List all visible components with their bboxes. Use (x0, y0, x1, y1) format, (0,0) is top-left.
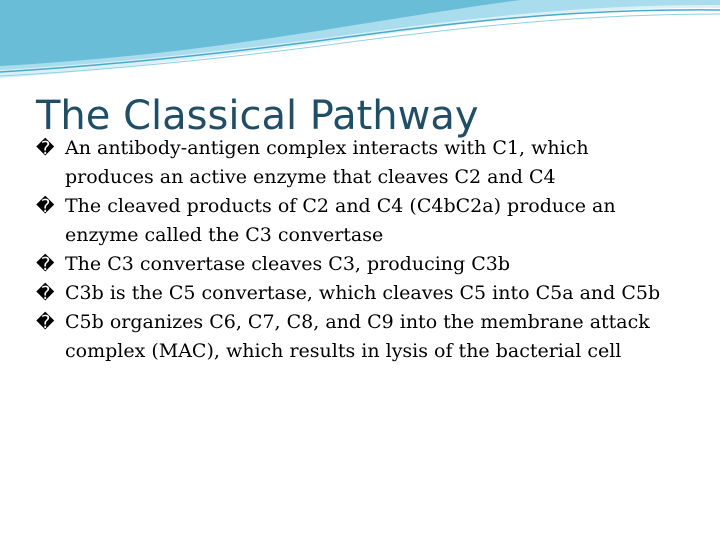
slide-title: The Classical Pathway (36, 93, 479, 139)
bullet-text: C5b organizes C6, C7, C8, and C9 into the membrane attack complex (MAC), which results in lysis of the bacterial cell (65, 311, 650, 362)
bullet-text: The cleaved products of C2 and C4 (C4bC2a) produce an enzyme called the C3 convertase (65, 195, 616, 246)
bullet-item (36, 192, 676, 250)
header-wave-decoration (0, 0, 720, 90)
bullet-marker-icon: � (36, 138, 55, 159)
bullet-marker-icon: � (36, 283, 55, 304)
bullet-item (36, 308, 676, 366)
bullet-item (36, 250, 676, 279)
bullet-item (36, 134, 676, 192)
bullet-marker-icon: � (36, 254, 55, 275)
bullet-list (36, 134, 676, 366)
bullet-item (36, 279, 676, 308)
bullet-marker-icon: � (36, 312, 55, 333)
bullet-text: The C3 convertase cleaves C3, producing C3b (65, 253, 511, 275)
bullet-marker-icon: � (36, 196, 55, 217)
bullet-text: C3b is the C5 convertase, which cleaves C5 into C5a and C5b (65, 282, 661, 304)
bullet-text: An antibody-antigen complex interacts with C1, which produces an active enzyme that cleaves C2 and C4 (65, 137, 589, 188)
